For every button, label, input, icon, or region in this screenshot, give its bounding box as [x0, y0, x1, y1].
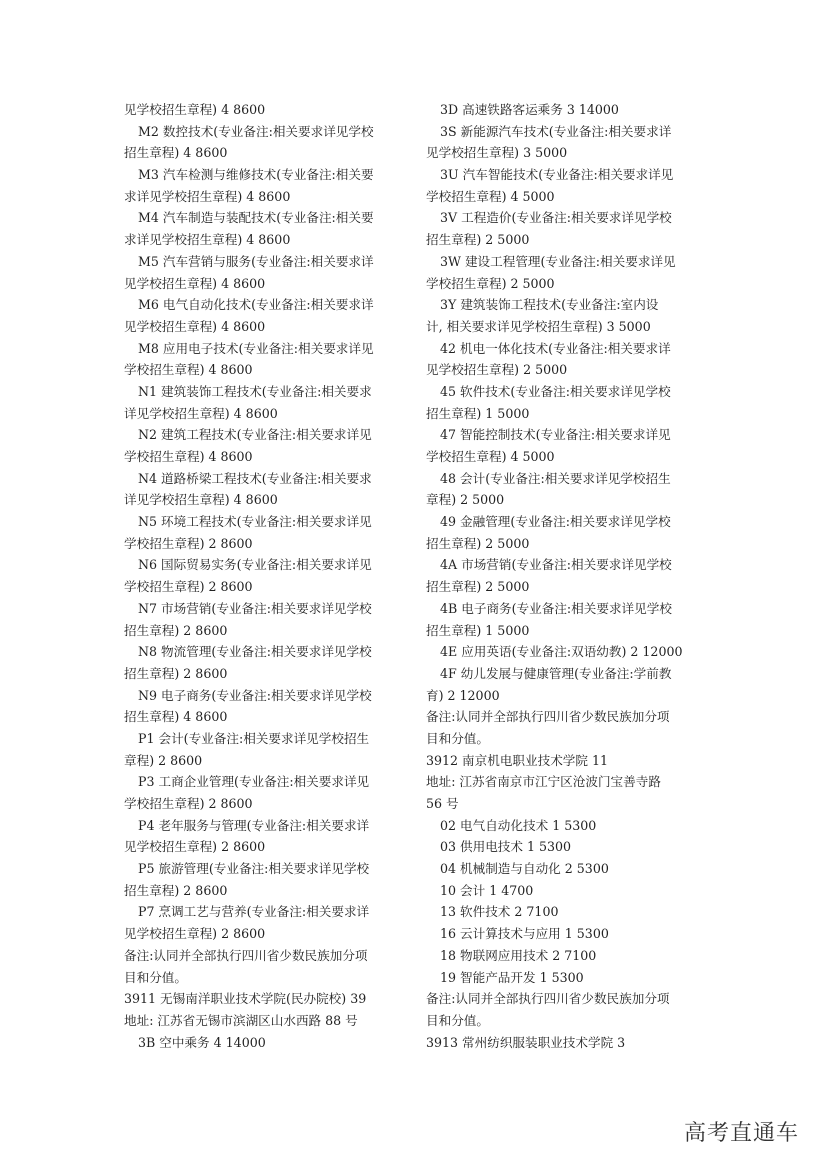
text-line: 04 机械制造与自动化 2 5300 — [440, 861, 609, 877]
text-line: N1 建筑装饰工程技术(专业备注:相关要求 — [138, 383, 372, 399]
text-line: 招生章程) 2 5000 — [426, 579, 530, 595]
text-line: 3W 建设工程管理(专业备注:相关要求详见 — [440, 253, 676, 269]
text-line: 招生章程) 1 5000 — [426, 622, 530, 638]
text-line: 详见学校招生章程) 4 8600 — [124, 405, 278, 421]
text-line: 3S 新能源汽车技术(专业备注:相关要求详 — [440, 123, 672, 139]
text-line: 地址: 江苏省无锡市滨湖区山水西路 88 号 — [124, 1012, 358, 1028]
text-line: 47 智能控制技术(专业备注:相关要求详见 — [440, 427, 671, 443]
text-line: 3B 空中乘务 4 14000 — [138, 1034, 266, 1050]
text-line: 目和分值。 — [426, 730, 489, 746]
text-line: 招生章程) 2 5000 — [426, 535, 530, 551]
text-line: 03 供用电技术 1 5300 — [440, 839, 572, 855]
text-line: 招生章程) 2 5000 — [426, 232, 530, 248]
text-line: 学校招生章程) 2 5000 — [426, 275, 555, 291]
text-line: 求详见学校招生章程) 4 8600 — [124, 188, 291, 204]
text-line: 地址: 江苏省南京市江宁区沧波门宝善寺路 — [426, 774, 661, 790]
text-line: 4A 市场营销(专业备注:相关要求详见学校 — [440, 557, 672, 573]
text-line: 详见学校招生章程) 4 8600 — [124, 492, 278, 508]
text-line: 备注:认同并全部执行四川省少数民族加分项 — [124, 947, 368, 963]
text-line: 45 软件技术(专业备注:相关要求详见学校 — [440, 383, 671, 399]
text-line: 见学校招生章程) 2 5000 — [426, 362, 568, 378]
text-line: 学校招生章程) 4 5000 — [426, 449, 555, 464]
text-line: 备注:认同并全部执行四川省少数民族加分项 — [426, 991, 670, 1007]
text-line: 见学校招生章程) 3 5000 — [426, 145, 568, 161]
text-line: 见学校招生章程) 2 8600 — [124, 926, 266, 942]
text-line: N7 市场营销(专业备注:相关要求详见学校 — [138, 600, 372, 616]
text-line: 计, 相关要求详见学校招生章程) 3 5000 — [426, 318, 651, 334]
text-line: N5 环境工程技术(专业备注:相关要求详见 — [138, 514, 372, 530]
text-line: 3913 常州纺织服装职业技术学院 3 — [426, 1034, 626, 1050]
text-line: N4 道路桥梁工程技术(专业备注:相关要求 — [138, 470, 372, 486]
text-line: M6 电气自动化技术(专业备注:相关要求详 — [138, 297, 374, 313]
text-line: M8 应用电子技术(专业备注:相关要求详见 — [138, 340, 374, 356]
text-line: 4B 电子商务(专业备注:相关要求详见学校 — [440, 600, 672, 616]
text-line: 3911 无锡南洋职业技术学院(民办院校) 39 — [124, 991, 367, 1007]
text-line: 章程) 2 8600 — [124, 752, 203, 768]
text-line: 4F 幼儿发展与健康管理(专业备注:学前教 — [440, 665, 672, 681]
text-line: 4E 应用英语(专业备注:双语幼教) 2 12000 — [440, 644, 683, 660]
text-line: 10 会计 1 4700 — [440, 882, 534, 898]
text-line: P3 工商企业管理(专业备注:相关要求详见 — [138, 774, 370, 790]
text-line: N6 国际贸易实务(专业备注:相关要求详见 — [138, 557, 372, 573]
text-line: 48 会计(专业备注:相关要求详见学校招生 — [440, 470, 671, 486]
text-line: 招生章程) 1 5000 — [426, 405, 530, 421]
text-line: 49 金融管理(专业备注:相关要求详见学校 — [440, 514, 671, 530]
text-line: 02 电气自动化技术 1 5300 — [440, 817, 597, 833]
text-line: M3 汽车检测与维修技术(专业备注:相关要 — [138, 167, 374, 183]
text-line: 学校招生章程) 2 8600 — [124, 535, 253, 551]
text-line: P5 旅游管理(专业备注:相关要求详见学校 — [138, 861, 370, 877]
right-text-column — [426, 99, 708, 1053]
text-line: 学校招生章程) 2 8600 — [124, 579, 253, 595]
text-line: 见学校招生章程) 2 8600 — [124, 839, 266, 855]
text-line: 备注:认同并全部执行四川省少数民族加分项 — [426, 709, 670, 725]
text-line: N9 电子商务(专业备注:相关要求详见学校 — [138, 687, 372, 703]
text-line: 56 号 — [426, 796, 459, 811]
text-line: 16 云计算技术与应用 1 5300 — [440, 926, 609, 942]
text-line: 招生章程) 2 8600 — [124, 882, 228, 898]
text-line: P7 烹调工艺与营养(专业备注:相关要求详 — [138, 904, 370, 920]
text-line: N2 建筑工程技术(专业备注:相关要求详见 — [138, 427, 372, 443]
text-line: 3V 工程造价(专业备注:相关要求详见学校 — [440, 210, 672, 226]
text-line: 3912 南京机电职业技术学院 11 — [426, 752, 609, 768]
text-line: 招生章程) 2 8600 — [124, 665, 228, 681]
text-line: 3D 高速铁路客运乘务 3 14000 — [440, 102, 619, 117]
text-line: 学校招生章程) 4 8600 — [124, 449, 253, 464]
text-line: 招生章程) 4 8600 — [124, 145, 228, 161]
text-line: M4 汽车制造与装配技术(专业备注:相关要 — [138, 210, 374, 226]
text-line: 招生章程) 4 8600 — [124, 709, 228, 725]
text-line: M5 汽车营销与服务(专业备注:相关要求详 — [138, 253, 374, 269]
text-line: 见学校招生章程) 4 8600 — [124, 275, 266, 291]
text-line: 目和分值。 — [426, 1012, 489, 1028]
text-line: 章程) 2 5000 — [426, 492, 505, 508]
text-line: 见学校招生章程) 4 8600 — [124, 102, 266, 117]
text-line: 学校招生章程) 2 8600 — [124, 796, 253, 811]
text-line: 学校招生章程) 4 8600 — [124, 362, 253, 378]
text-line: P4 老年服务与管理(专业备注:相关要求详 — [138, 817, 370, 833]
left-text-column — [124, 99, 406, 1053]
text-line: M2 数控技术(专业备注:相关要求详见学校 — [138, 123, 374, 139]
text-line: 招生章程) 2 8600 — [124, 622, 228, 638]
text-line: 求详见学校招生章程) 4 8600 — [124, 232, 291, 248]
text-line: 见学校招生章程) 4 8600 — [124, 318, 266, 334]
watermark-logo: 高考直通车 — [683, 1121, 799, 1146]
text-line: 3Y 建筑装饰工程技术(专业备注:室内设 — [440, 297, 659, 313]
text-line: 目和分值。 — [124, 969, 187, 985]
text-line: 学校招生章程) 4 5000 — [426, 188, 555, 204]
text-line: 19 智能产品开发 1 5300 — [440, 969, 584, 985]
text-line: N8 物流管理(专业备注:相关要求详见学校 — [138, 644, 372, 660]
text-line: P1 会计(专业备注:相关要求详见学校招生 — [138, 730, 370, 746]
text-line: 3U 汽车智能技术(专业备注:相关要求详见 — [440, 167, 674, 183]
text-line: 18 物联网应用技术 2 7100 — [440, 947, 597, 963]
text-line: 13 软件技术 2 7100 — [440, 904, 559, 920]
text-line: 育) 2 12000 — [426, 687, 500, 703]
text-line: 42 机电一体化技术(专业备注:相关要求详 — [440, 340, 671, 356]
